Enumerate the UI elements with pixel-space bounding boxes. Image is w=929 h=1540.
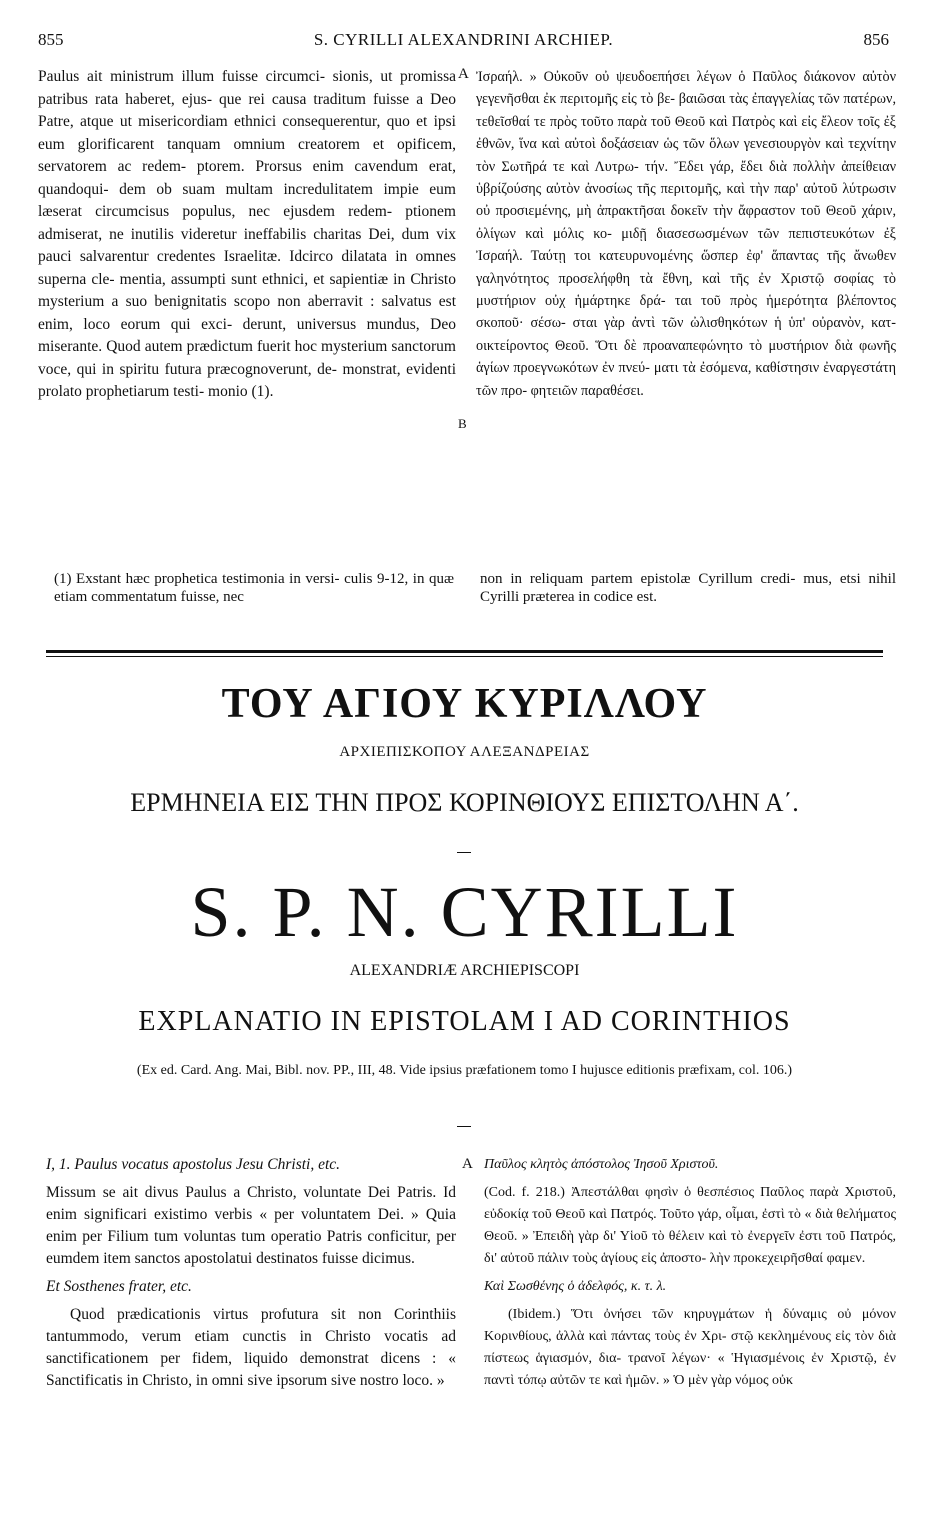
title-dash-2	[457, 1126, 471, 1127]
source-note: (Ex ed. Card. Ang. Mai, Bibl. nov. PP., III, 48. Vide ipsius præfationem tomo I hujusce editionis præfixam, col. 106.)	[136, 1063, 793, 1078]
latin-paragraph-1: Missum se ait divus Paulus a Christo, voluntate Dei Patris. Id enim significari existimo verbis « per voluntatem Dei. » Quia enim per Filium tum voluntas tum operatio Patris conficitur, per eumdem item sanctos apostolatui destinatos fuisse dicimus.	[46, 1184, 456, 1267]
footnote-left: (1) Exstant hæc prophetica testimonia in versi- culis 9-12, in quæ etiam commentatum fuisse, nec	[54, 571, 454, 605]
footnote-right: non in reliquam partem epistolæ Cyrillum credi- mus, etsi nihil Cyrilli præterea in codice est.	[480, 571, 896, 605]
latin-column-top	[38, 66, 456, 404]
greek-subtitle: ΑΡΧΙΕΠΙΣΚΟΠΟΥ ΑΛΕΞΑΝΔΡΕΙΑΣ	[339, 744, 590, 760]
running-title: S. CYRILLI ALEXANDRINI ARCHIEP.	[313, 30, 614, 49]
latin-work-title: EXPLANATIO IN EPISTOLAM I AD CORINTHIOS	[138, 1006, 791, 1037]
margin-marker-a-2: A	[462, 1156, 473, 1172]
greek-lemma-2: Καὶ Σωσθένης ὁ ἀδελφός, κ. τ. λ.	[484, 1279, 667, 1294]
greek-work-title: ΕΡΜΗΝΕΙΑ ΕΙΣ ΤΗΝ ΠΡΟΣ ΚΟΡΙΝΘΙΟΥΣ ΕΠΙΣΤΟΛΗΝ Α΄.	[130, 788, 799, 817]
latin-title: S. P. N. CYRILLI	[190, 872, 739, 952]
right-page-number: 856	[863, 30, 889, 49]
latin-subtitle: ALEXANDRIÆ ARCHIEPISCOPI	[349, 962, 580, 979]
margin-marker-b: B	[458, 416, 467, 431]
title-dash	[457, 852, 471, 853]
latin-paragraph-2: Quod prædicationis virtus profutura sit non Corinthiis tantummodo, verum etiam cunctis in Christo vocatis ad sanctificationem per fidem, liquido demonstrat dicens : « Sanctificatis in Christo, in omni sive ipsorum sive nostro loco. »	[46, 1306, 456, 1389]
greek-paragraph-1: (Cod. f. 218.) Ἀπεστάλθαι φησὶν ὁ θεσπέσιος Παῦλος παρὰ Χριστοῦ, εὐδοκίᾳ τοῦ Θεοῦ καὶ Πατρός. Τοῦτο γάρ, οἶμαι, ἐστὶ τὸ « διὰ θελήματος Θεοῦ. » Ἐπειδὴ γὰρ δι' Υἱοῦ τὸ θέλειν καὶ τὸ ἐνεργεῖν ἐστι τοῦ Πατρός, δι' αὐτοῦ πάλιν τοὺς ἁγίους εἰς ἀποστο- λὴν προκεχειρῆσθαί φαμεν.	[484, 1185, 896, 1266]
greek-column-bottom	[484, 1154, 896, 1398]
latin-lemma-2: Et Sosthenes frater, etc.	[46, 1278, 192, 1295]
latin-paragraph: Paulus ait ministrum illum fuisse circumci- sionis, ut promissa patribus rata haberet, ejus- que rei causa traditum fuisse a Deo Patre, atque ut misericordiam ethnici consequerentur, quo et ipsi eum glorificarent tanquam omnium creatorem et opificem, servatorem ac redem- ptorem. Prorsus enim cavendum erat, quandoqui- dem ob suam multam incredulitatem impie eum læserat circumcisus populus, nec ejusdem redem- ptionem admiserat, ne inutilis videretur ineffabilis charitas Dei, dum vix pauci salvarentur credentes Israelitæ. Idcirco dilatata in omnes superna cle- mentia, assumpti sunt ethnici, et sapientiæ in Christo mysterium a suo benignitatis scopo non aberravit : salvatus est enim, loco eorum qui exci- derunt, universus mundus, Deo miserante. Quod autem prædictum fuerit hoc mysterium sanctorum voce, qui in spiritu futura præcognoverunt, de- monstrat, evidenti prolato prophetiarum testi- monio (1).	[38, 68, 456, 400]
greek-column-top	[476, 66, 896, 402]
latin-column-bottom	[46, 1154, 456, 1398]
left-page-number: 855	[38, 30, 64, 49]
section-rule-thin	[46, 656, 883, 657]
greek-title: ΤΟΥ ΑΓΙΟΥ ΚΥΡΙΛΛΟΥ	[221, 681, 708, 727]
section-rule-thick	[46, 650, 883, 653]
running-header	[38, 30, 889, 54]
latin-lemma-1: I, 1. Paulus vocatus apostolus Jesu Christi, etc.	[46, 1156, 341, 1173]
greek-paragraph: Ἰσραήλ. » Οὐκοῦν οὐ ψευδοεπήσει λέγων ὁ Παῦλος διάκονον αὐτὸν γεγενῆσθαι ἐκ περιτομῆς εἰς τὸ βε- βαιῶσαι τὰς ἐπαγγελίας τῶν πατέρων, τεθεῖσθαί τε πρὸς τοῦτο παρὰ τοῦ Θεοῦ καὶ Πατρὸς καὶ εἰς ἔλεον τοῖς ἐξ ἐθνῶν, ἵνα καὶ αὐτοὶ δοξάσειαν ὡς τῶν ὅλων γενεσιουργὸν καὶ τεχνίτην τὸν Σωτῆρά τε καὶ Λυτρω- τήν. Ἔδει γάρ, ἔδει διὰ πολλὴν ἀπείθειαν ὑβρίζούσης αὐτὸν ἀνοσίως τῆς περιτομῆς, καὶ τὴν παρ' αὐτοῦ λύτρωσιν οὐ προσιεμένης, μὴ ἀπρακτῆσαι δοκεῖν τὴν ἄφραστον τοῦ Θεοῦ χάριν, ὀλίγων καὶ μόλις κο- μιδῇ διασεσωσμένων τῶν πεπιστευκότων ἐξ Ἰσραήλ. Ταύτῃ τοι κατευρυνομένης ὥσπερ ἐφ' ἅπαντας τῆς ἄνωθεν γαληνότητος προσελήφθη τὰ ἔθνη, καὶ τῆς ἐν Χριστῷ σοφίας τὸ μυστήριον οὐχ ἡμάρτηκε δρά- ται τοῦ πρὸς ἡμερότητα βλέποντος σκοποῦ· σέσω- σται γὰρ ἀντὶ τῶν ὠλισθηκότων ἡ ὑπ' οὐρανὸν, κατ- οικτείροντος Θεοῦ. Ὅτι δὲ προαναπεφώνητο τὸ μυστήριον διὰ φωνῆς ἁγίων προεγνωκότων ἐν πνεύ- ματι τὰ ἐσόμενα, καθίστησιν ἐναργεστάτη τῶν προ- φητειῶν παραθέσει.	[476, 69, 896, 399]
margin-marker-a: A	[458, 66, 469, 82]
greek-lemma-1: Παῦλος κλητὸς ἀπόστολος Ἰησοῦ Χριστοῦ.	[484, 1157, 719, 1172]
greek-paragraph-2: (Ibidem.) Ὅτι ὀνήσει τῶν κηρυγμάτων ἡ δύναμις οὐ μόνον Κορινθίους, ἀλλὰ καὶ πάντας τοὺς ἐν Χρι- στῷ κεκλημένους εἰς τὸν διὰ πίστεως ἁγιασμόν, δια- τρανοῖ λέγων· « Ἡγιασμένοις ἐν Χριστῷ, ἐν παντὶ τόπῳ αὐτῶν τε καὶ ἡμῶν. » Ὁ μὲν γὰρ νόμος οὐκ	[484, 1307, 896, 1388]
